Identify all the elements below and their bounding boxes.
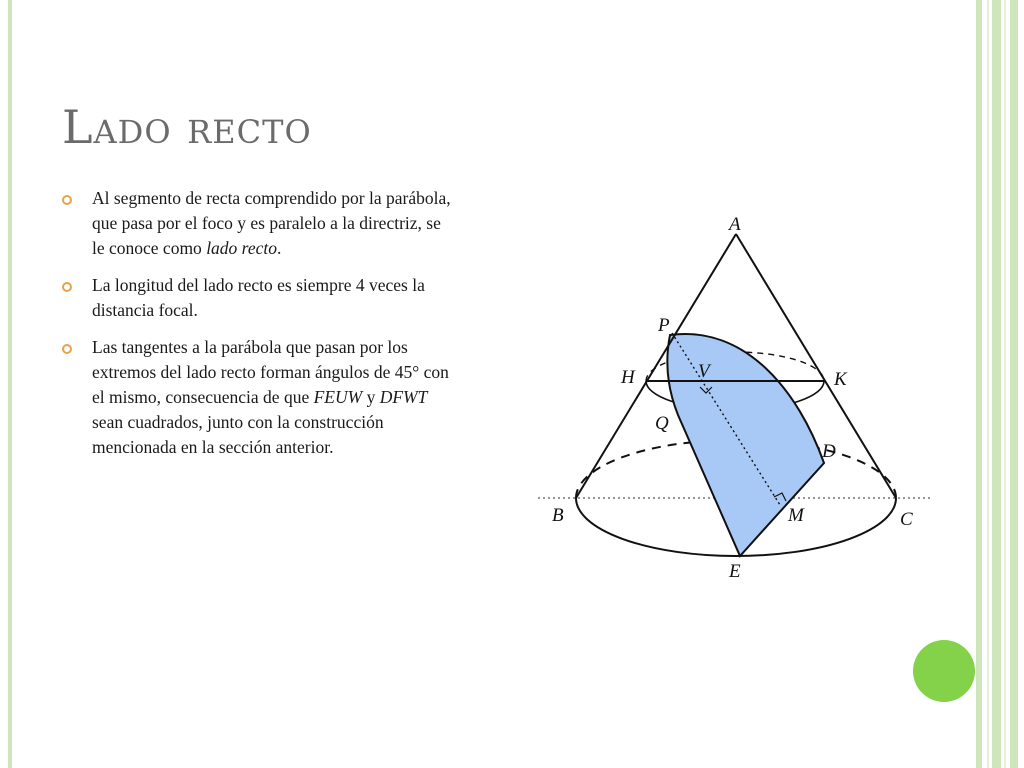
bullet-item <box>62 335 457 460</box>
right-frame-stripe <box>1004 0 1006 768</box>
green-circle-decoration <box>913 640 975 702</box>
bullet-text: Al segmento de recta comprendido por la parábola, que pasa por el foco y es paralelo a la directriz, se le conoce como lado recto. <box>92 188 451 258</box>
right-frame-stripe <box>976 0 982 768</box>
bullet-circle-icon <box>62 344 72 354</box>
label-m: M <box>788 505 804 526</box>
label-q: Q <box>655 413 669 434</box>
label-v: V <box>698 361 710 382</box>
label-b: B <box>552 505 564 526</box>
bullet-item <box>62 186 457 261</box>
right-frame-stripe <box>987 0 989 768</box>
right-frame-stripe <box>1010 0 1018 768</box>
label-h: H <box>621 367 635 388</box>
bullet-list <box>62 186 457 472</box>
cone-parabola-figure <box>530 205 950 590</box>
right-frame-stripe <box>992 0 1001 768</box>
bullet-text: La longitud del lado recto es siempre 4 veces la distancia focal. <box>92 275 425 320</box>
bullet-text: Las tangentes a la parábola que pasan por los extremos del lado recto forman ángulos de 45° con el mismo, consecuencia de que FEUW y DFWT sean cuadrados, junto con la construcción mencionada en la sección anterior. <box>92 337 449 457</box>
label-p: P <box>658 315 670 336</box>
left-frame-stripe <box>8 0 12 768</box>
label-k: K <box>834 369 847 390</box>
bullet-circle-icon <box>62 195 72 205</box>
label-a: A <box>729 214 741 235</box>
label-e: E <box>729 561 741 582</box>
slide-title: Lado recto <box>62 100 312 154</box>
bullet-item <box>62 273 457 323</box>
bullet-circle-icon <box>62 282 72 292</box>
label-d: D <box>822 441 836 462</box>
label-c: C <box>900 509 913 530</box>
